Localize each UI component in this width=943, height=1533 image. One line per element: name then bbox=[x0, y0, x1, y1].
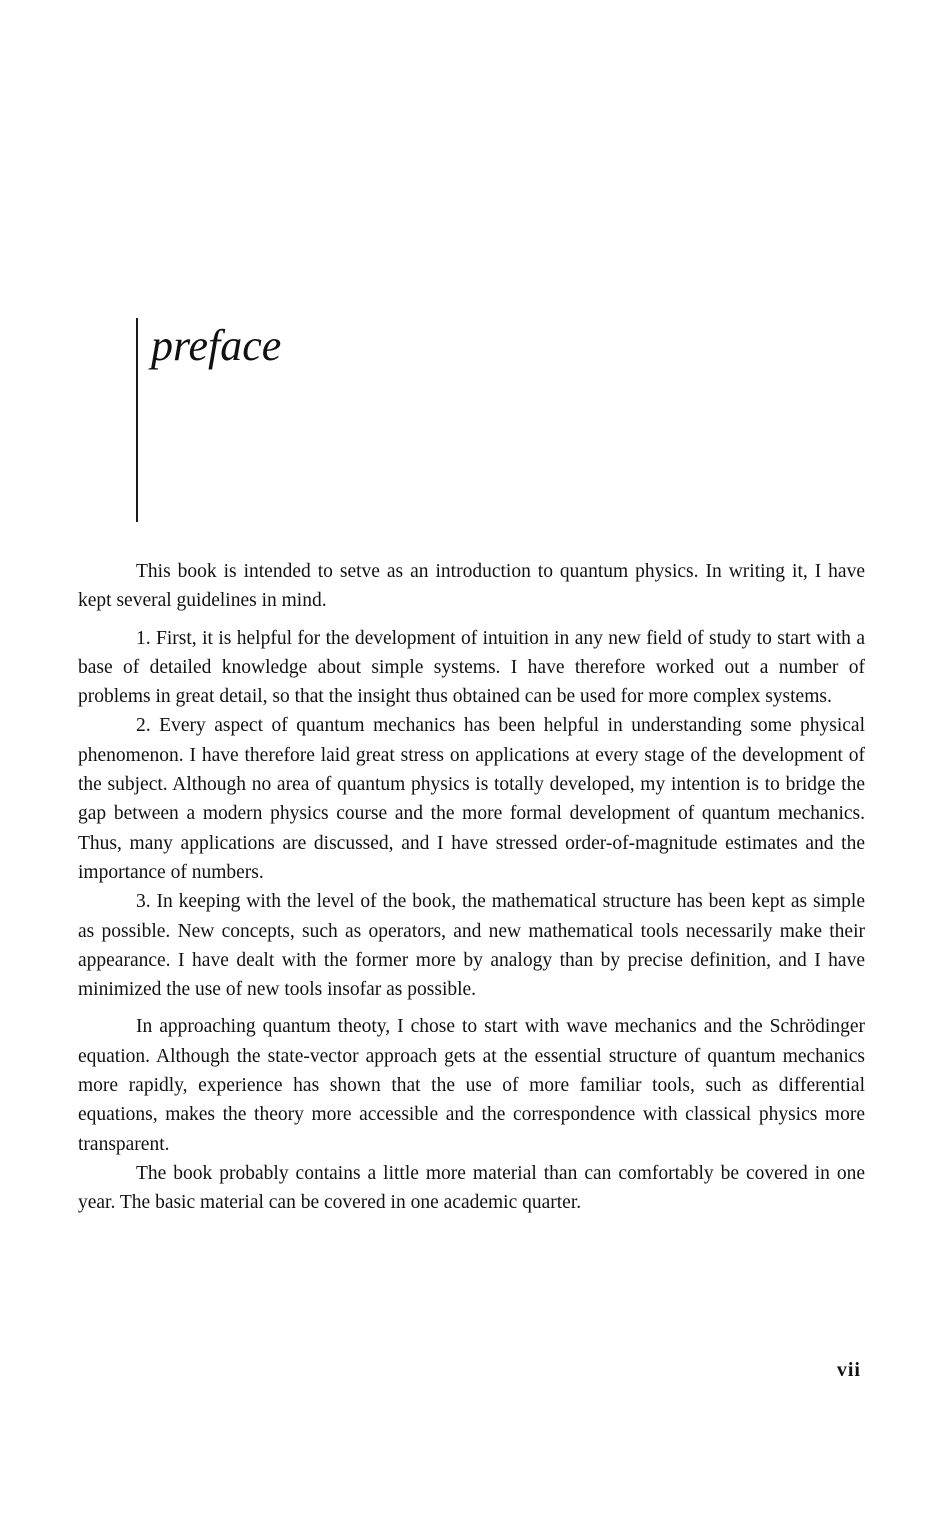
paragraph-coverage: The book probably contains a little more material than can comfortably be covered in one year. The basic material can be covered in one academic quarter. bbox=[78, 1162, 865, 1214]
page-number: vii bbox=[836, 1359, 861, 1381]
paragraph-guideline-1: 1. First, it is helpful for the development of intuition in any new field of study to start with a base of detailed knowledge about simple systems. I have therefore worked out a number of problems in great detail, so that the insight thus obtained can be used for more complex systems. bbox=[78, 627, 865, 708]
paragraph-guideline-2: 2. Every aspect of quantum mechanics has been helpful in understanding some physical phenomenon. I have therefore laid great stress on applications at every stage of the development of the subject. Although no area of quantum physics is totally developed, my intention is to bridge the gap between a modern physics course and the more formal development of quantum mechanics. Thus, many applications are discussed, and I have stressed order-of-magnitude estimates and the importance of numbers. bbox=[78, 715, 865, 883]
chapter-title: preface bbox=[151, 321, 282, 370]
paragraph-guideline-3: 3. In keeping with the level of the book, the mathematical structure has been kept as simple as possible. New concepts, such as operators, and new mathematical tools necessarily make their appearance. I have dealt with the former more by analogy than by precise definition, and I have minimized the use of new tools insofar as possible. bbox=[78, 891, 865, 1001]
paragraph-approach: In approaching quantum theoty, I chose to start with wave mechanics and the Schrödinger equation. Although the state-vector approach gets at the essential structure of quantum mechanics more rapidly, experience has shown that the use of more familiar tools, such as differential equations, makes the theory more accessible and the correspondence with classical physics more transparent. bbox=[78, 1016, 865, 1155]
chapter-title-rule bbox=[136, 318, 138, 522]
paragraph-intro: This book is intended to setve as an introduction to quantum physics. In writing it, I have kept several guidelines in mind. bbox=[78, 561, 865, 612]
preface-body bbox=[78, 557, 865, 1218]
